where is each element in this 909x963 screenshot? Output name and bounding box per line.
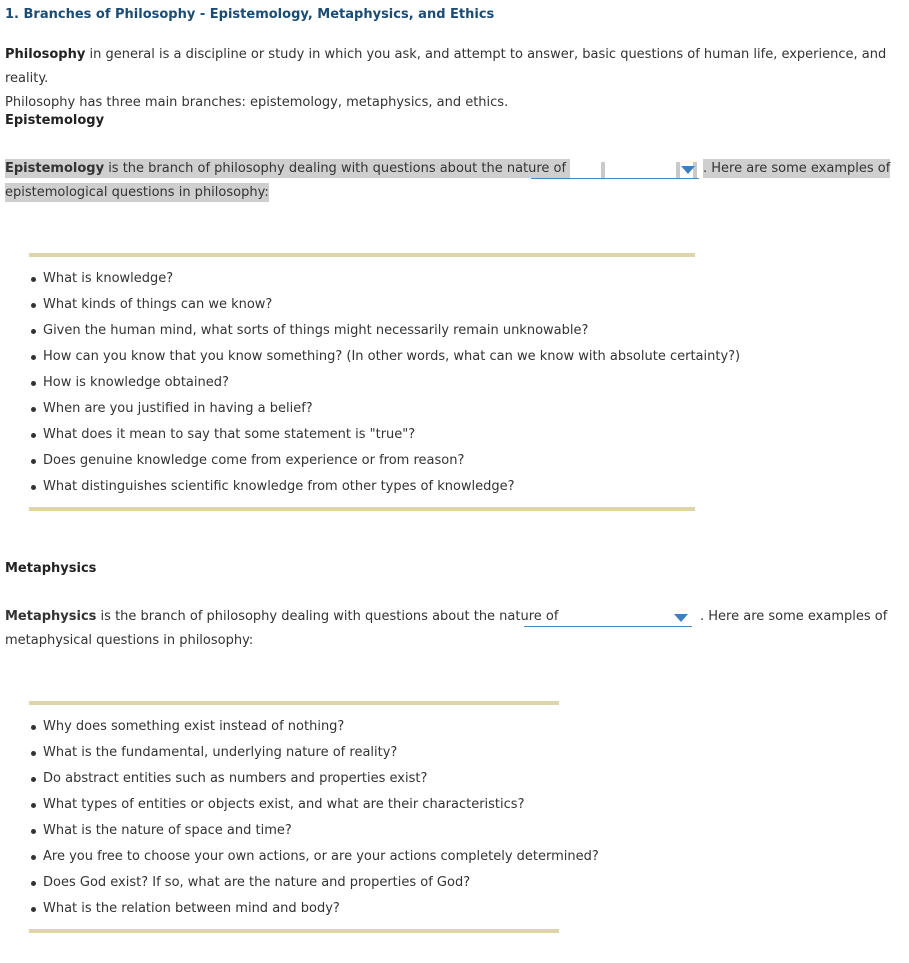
- metaphysics-question-list: [29, 714, 599, 922]
- list-item: What distinguishes scientific knowledge from other types of knowledge?: [29, 474, 740, 500]
- list-item: Given the human mind, what sorts of things might necessarily remain unknowable?: [29, 318, 740, 344]
- metaphysics-sentence-line1: [5, 605, 558, 629]
- metaphysics-sentence-before: is the branch of philosophy dealing with questions about the nature of: [96, 609, 559, 624]
- list-item: Does God exist? If so, what are the nature and properties of God?: [29, 870, 599, 896]
- epistemology-dropdown[interactable]: [531, 158, 699, 179]
- intro-text-1: in general is a discipline or study in which you ask, and attempt to answer, basic questions of human life, experience, and reality.: [5, 47, 887, 86]
- intro-paragraph: [5, 43, 895, 115]
- list-item: How can you know that you know something? (In other words, what can we know with absolute certainty?): [29, 344, 740, 370]
- list-item: Are you free to choose your own actions, or are your actions completely determined?: [29, 844, 599, 870]
- list-item: What is the fundamental, underlying nature of reality?: [29, 740, 599, 766]
- dropdown-marker: [601, 162, 605, 178]
- metaphysics-sentence-line2: metaphysical questions in philosophy:: [5, 633, 254, 648]
- intro-term: Philosophy: [5, 47, 86, 62]
- list-item: How is knowledge obtained?: [29, 370, 740, 396]
- list-item: Do abstract entities such as numbers and properties exist?: [29, 766, 599, 792]
- metaphysics-term: Metaphysics: [5, 609, 97, 624]
- epistemology-heading: Epistemology: [5, 113, 105, 128]
- list-item: What kinds of things can we know?: [29, 292, 740, 318]
- list-item: Does genuine knowledge come from experience or from reason?: [29, 448, 740, 474]
- epistemology-sentence-line2: [5, 181, 269, 205]
- list-item: What is the relation between mind and body?: [29, 896, 599, 922]
- metaphysics-dropdown[interactable]: [524, 606, 692, 627]
- epistemology-sentence-line1: [5, 157, 570, 181]
- list-item: Why does something exist instead of nothing?: [29, 714, 599, 740]
- chevron-down-icon[interactable]: [681, 166, 695, 174]
- metaphysics-sentence-after: . Here are some examples of: [700, 609, 888, 624]
- intro-text-2: Philosophy has three main branches: epistemology, metaphysics, and ethics.: [5, 95, 509, 110]
- chevron-down-icon[interactable]: [674, 614, 688, 622]
- dropdown-marker: [676, 162, 680, 178]
- metaphysics-heading: Metaphysics: [5, 561, 97, 576]
- epistemology-term: Epistemology: [5, 161, 105, 176]
- list-item: What does it mean to say that some statement is "true"?: [29, 422, 740, 448]
- list-item: What is the nature of space and time?: [29, 818, 599, 844]
- epistemology-sentence-before: is the branch of philosophy dealing with questions about the nature of: [104, 161, 567, 176]
- epistemology-questions-box: [29, 253, 741, 511]
- list-item: What types of entities or objects exist, and what are their characteristics?: [29, 792, 599, 818]
- metaphysics-questions-box: [29, 701, 599, 933]
- epistemology-sentence-line2-text: epistemological questions in philosophy:: [5, 185, 269, 200]
- epistemology-sentence-after: . Here are some examples of: [703, 161, 891, 176]
- page-title: 1. Branches of Philosophy - Epistemology, Metaphysics, and Ethics: [5, 7, 495, 22]
- epistemology-question-list: [29, 266, 740, 500]
- epistemology-sentence-after-wrap: [703, 157, 890, 181]
- list-item: What is knowledge?: [29, 266, 740, 292]
- list-item: When are you justified in having a belief?: [29, 396, 740, 422]
